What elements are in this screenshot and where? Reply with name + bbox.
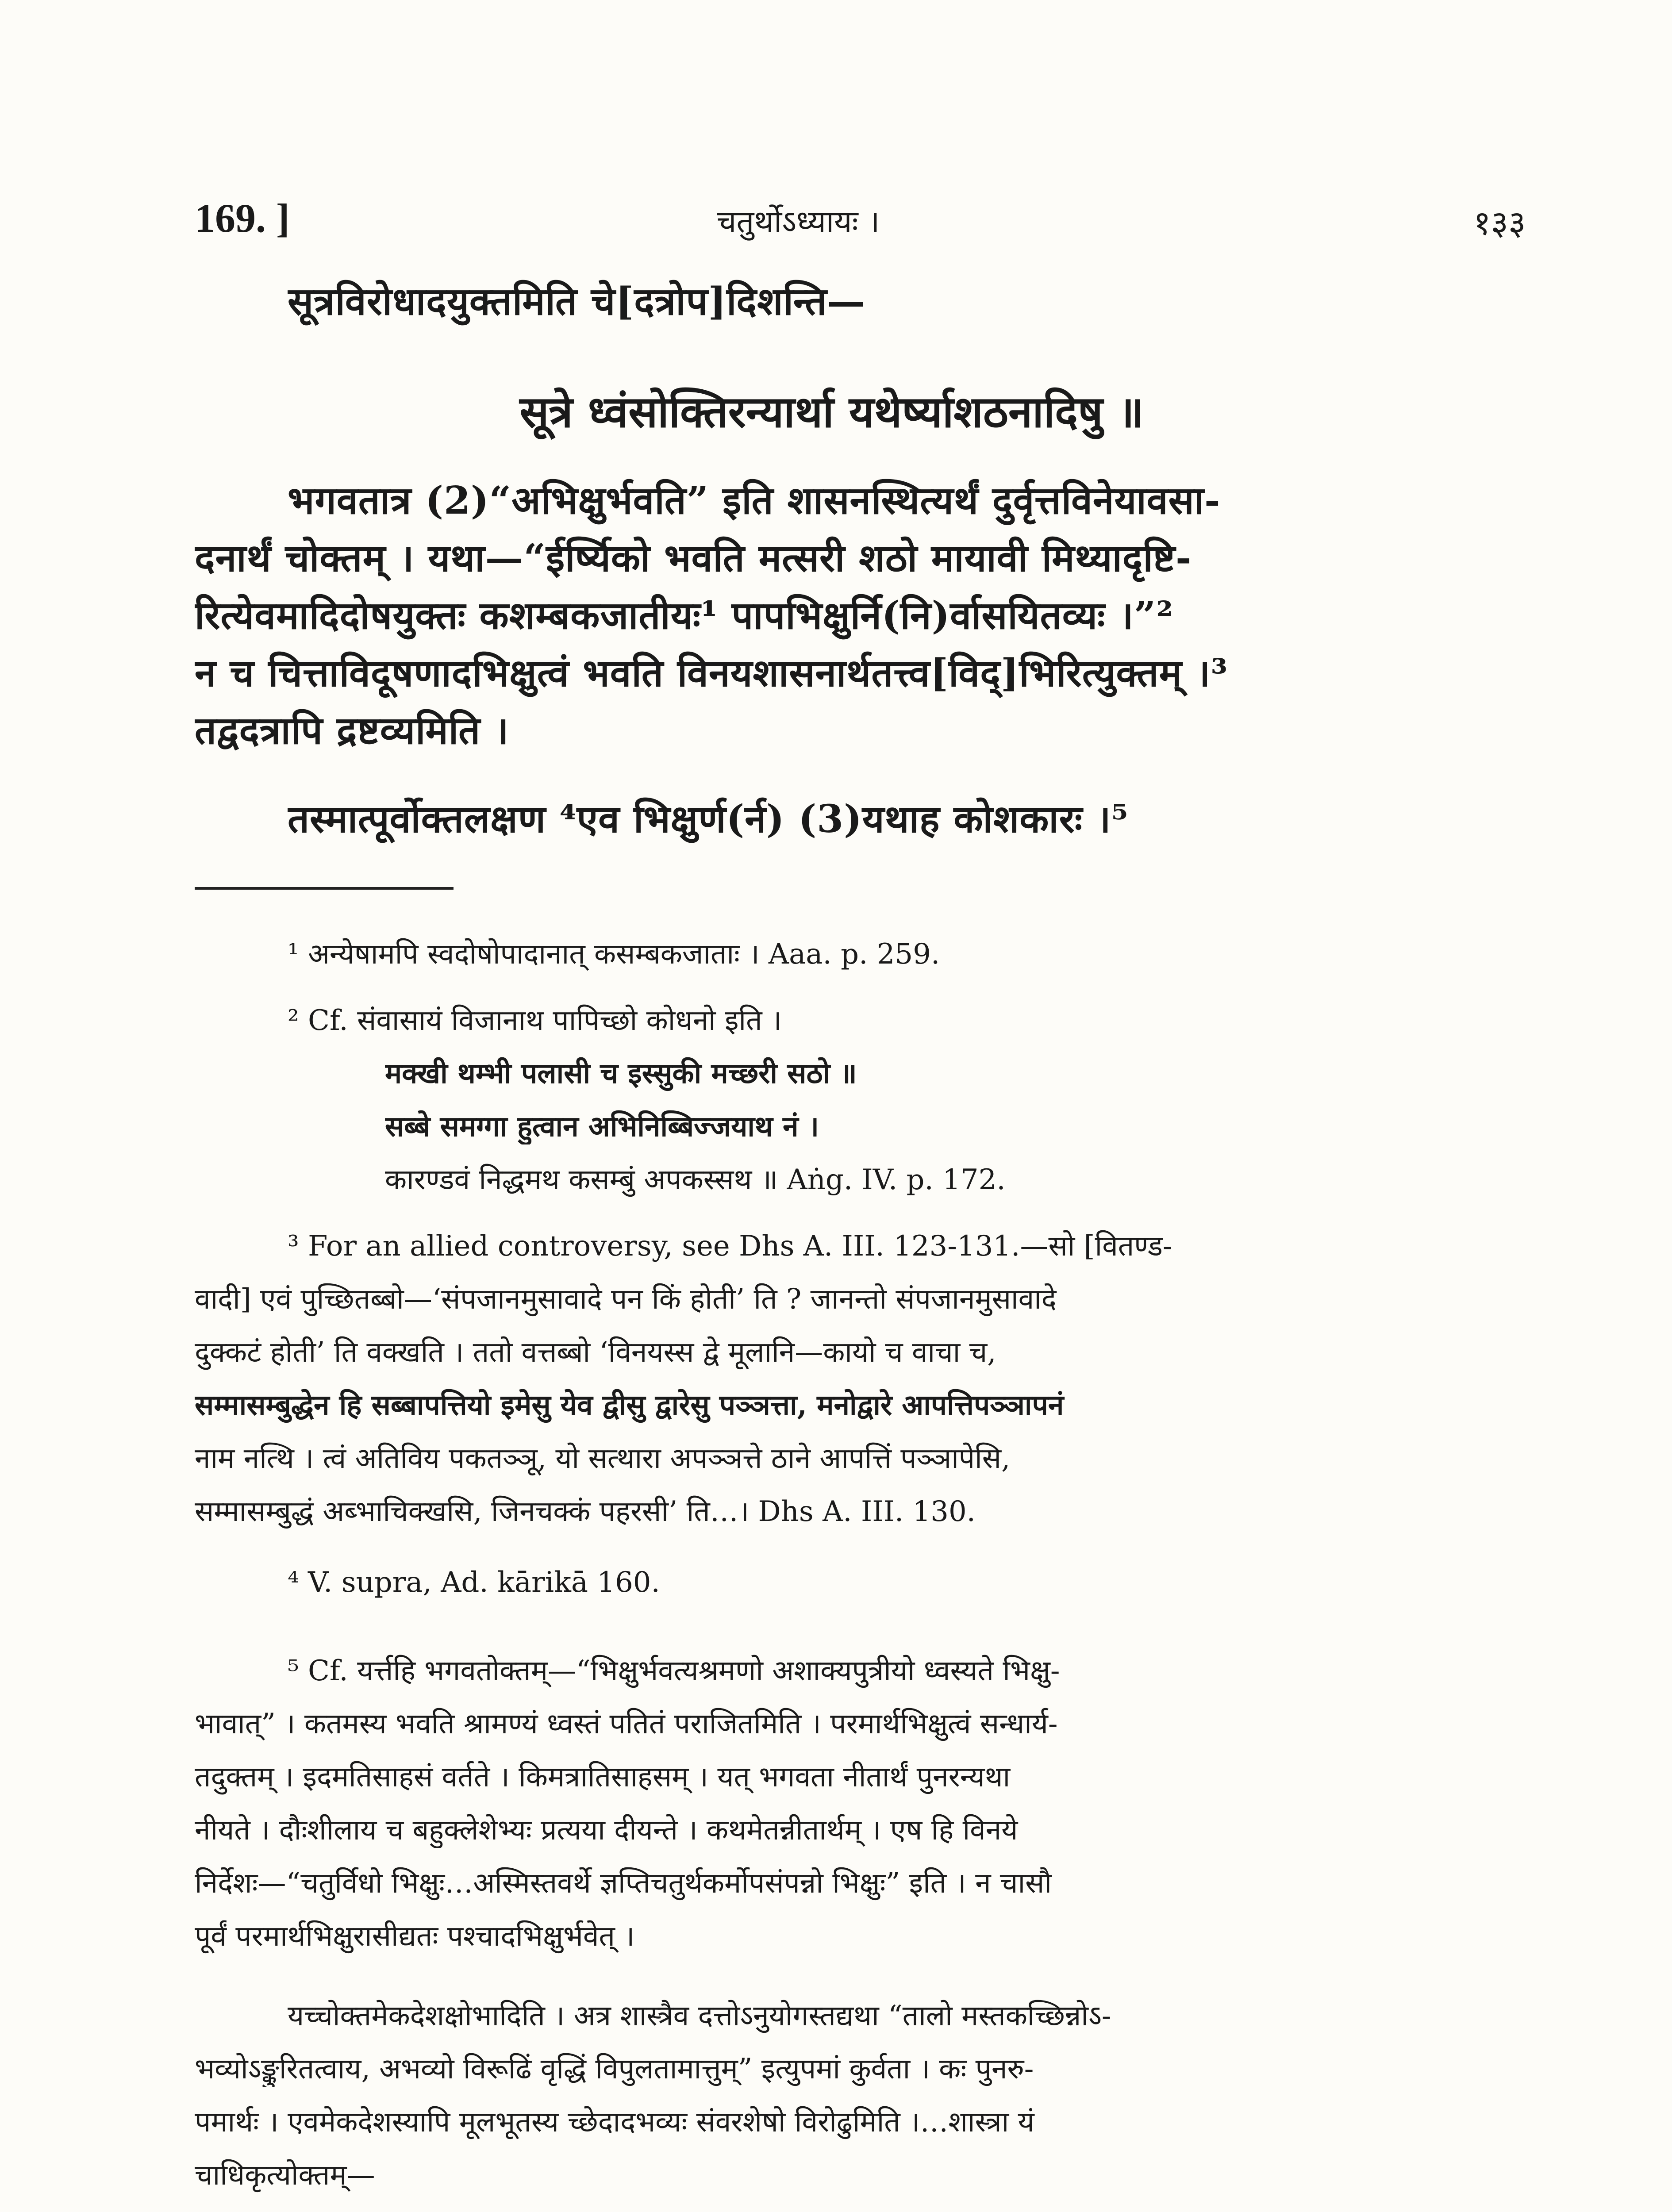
para1-line-1: भगवतात्र (2)“अभिक्षुर्भवति” इति शासनस्थित्यर्थं दुर्वृत्तविनेयावसा- bbox=[288, 478, 1221, 523]
para1-line-2: दनार्थं चोक्तम् । यथा—“ईर्ष्यिको भवति मत्सरी शठो मायावी मिथ्यादृष्टि- bbox=[195, 536, 1192, 580]
footnote-2-line-1: ² Cf. संवासायं विजानाथ पापिच्छो कोधनो इति । bbox=[288, 1004, 782, 1037]
footnote-3-line-4: सम्मासम्बुद्धेन हि सब्बापत्तियो इमेसु येव द्वीसु द्वारेसु पञ्ञत्ता, मनोद्वारे आपत्तिपञ्ञापनं bbox=[195, 1389, 1064, 1422]
page-number-right: १३३ bbox=[1473, 203, 1526, 242]
para1-line-5: तद्वदत्रापि द्रष्टव्यमिति । bbox=[195, 708, 509, 753]
verse-title: सूत्रे ध्वंसोक्तिरन्यार्था यथेर्ष्याशठनादिषु ॥ bbox=[519, 387, 1144, 438]
para1-line-3: रित्येवमादिदोषयुक्तः कशम्बकजातीयः¹ पापभिक्षुर्नि(नि)र्वासयितव्यः ।”² bbox=[195, 593, 1174, 638]
footnote-5-line-4: नीयते । दौःशीलाय च बहुक्लेशेभ्यः प्रत्यया दीयन्ते । कथमेतन्नीतार्थम् । एष हि विनये bbox=[195, 1814, 1018, 1847]
footnote-3-line-5: नाम नत्थि । त्वं अतिविय पकतञ्ञू, यो सत्थारा अपञ्ञत्ते ठाने आपत्तिं पञ्ञापेसि, bbox=[195, 1442, 1011, 1475]
footnote-3-line-6: सम्मासम्बुद्धं अब्भाचिक्खसि, जिनचक्कं पहरसी’ ति…। Dhs A. III. 130. bbox=[195, 1495, 976, 1528]
footnote-5-line-5: निर्देशः—“चतुर्विधो भिक्षुः…अस्मिस्तवर्थे ज्ञप्तिचतुर्थकर्मोपसंपन्नो भिक्षुः” इति । न चासौ bbox=[195, 1867, 1052, 1900]
para1-line-4: न च चित्ताविदूषणादभिक्षुत्वं भवति विनयशासनार्थतत्त्व[विद्]भिरित्युक्तम् ।³ bbox=[195, 651, 1228, 695]
footnote-3-line-3: दुक्कटं होती’ ति वक्खति । ततो वत्तब्बो ‘विनयस्स द्वे मूलानि—कायो च वाचा च, bbox=[195, 1336, 996, 1369]
footnote-3-line-2: वादी] एवं पुच्छितब्बो—‘संपजानमुसावादे पन किं होती’ ति ? जानन्तो संपजानमुसावादे bbox=[195, 1283, 1057, 1316]
footnote-4: ⁴ V. supra, Ad. kārikā 160. bbox=[288, 1566, 660, 1599]
footnote-para-line-4: चाधिकृत्योक्तम्— bbox=[195, 2159, 375, 2192]
footnote-para-line-1: यच्चोक्तमेकदेशक्षोभादिति । अत्र शास्त्रैव दत्तोऽनुयोगस्तद्यथा “तालो मस्तकच्छिन्नोऽ- bbox=[288, 2000, 1111, 2032]
footnote-5-line-1: ⁵ Cf. यर्त्तहि भगवतोक्तम्—“भिक्षुर्भवत्यश्रमणो अशाक्यपुत्रीयो ध्वस्यते भिक्षु- bbox=[288, 1655, 1060, 1687]
running-header: चतुर्थोऽध्यायः । bbox=[717, 204, 880, 240]
intro-line: सूत्रविरोधादयुक्तमिति चे[दत्रोप]दिशन्ति— bbox=[288, 279, 866, 324]
footnote-2-line-3: सब्बे समग्गा हुत्वान अभिनिब्बिज्जयाथ नं । bbox=[385, 1110, 819, 1143]
footnote-1: ¹ अन्येषामपि स्वदोषोपादानात् कसम्बकजाताः । Aaa. p. 259. bbox=[288, 938, 940, 971]
footnote-5-line-6: पूर्वं परमार्थभिक्षुरासीद्यतः पश्चादभिक्षुर्भवेत् । bbox=[195, 1920, 635, 1953]
footnote-5-line-3: तदुक्तम् । इदमतिसाहसं वर्तते । किमत्रातिसाहसम् । यत् भगवता नीतार्थं पुनरन्यथा bbox=[195, 1761, 1011, 1793]
para2: तस्मात्पूर्वोक्तलक्षण ⁴एव भिक्षुर्ण(र्न) (3)यथाह कोशकारः ।⁵ bbox=[288, 797, 1129, 841]
footnote-para-line-2: भव्योऽङ्कुरितत्वाय, अभव्यो विरूढिं वृद्धिं विपुलतामात्तुम्” इत्युपमां कुर्वता । कः पुनरु- bbox=[195, 2053, 1034, 2085]
footnote-3-line-1: ³ For an allied controversy, see Dhs A. III. 123-131.—सो [वितण्ड- bbox=[288, 1230, 1172, 1263]
page-number-left: 169. ] bbox=[195, 196, 290, 241]
footnote-rule bbox=[195, 887, 454, 890]
footnote-5-line-2: भावात्” । कतमस्य भवति श्रामण्यं ध्वस्तं पतितं पराजितमिति । परमार्थभिक्षुत्वं सन्धार्य- bbox=[195, 1708, 1058, 1740]
footnote-2-line-4: कारण्डवं निद्धमथ कसम्बुं अपकस्सथ ॥ Aṅg. IV. p. 172. bbox=[385, 1164, 1006, 1196]
footnote-2-line-2: मक्खी थम्भी पलासी च इस्सुकी मच्छरी सठो ॥ bbox=[385, 1057, 857, 1090]
footnote-para-line-3: पमार्थः । एवमेकदेशस्यापि मूलभूतस्य च्छेदादभव्यः संवरशेषो विरोढुमिति ।…शास्त्रा यं bbox=[195, 2106, 1034, 2139]
